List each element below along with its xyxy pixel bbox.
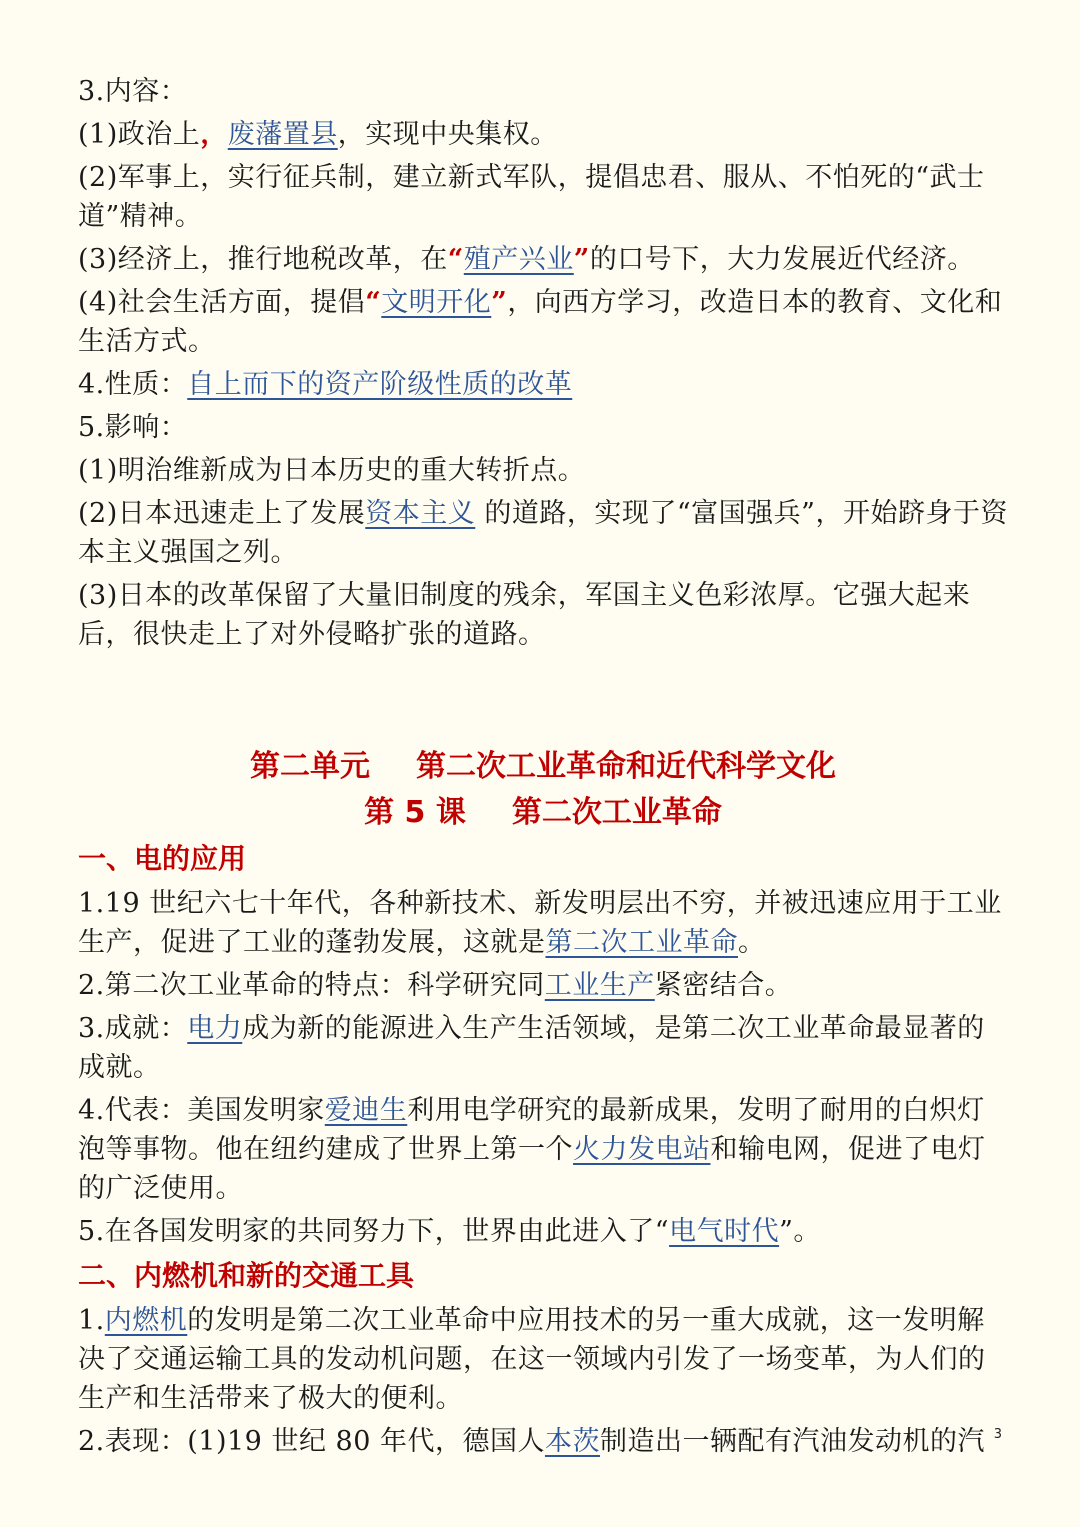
keyword-electric-age: 电气时代 — [669, 1216, 780, 1247]
section-combustion-title: 二、内燃机和新的交通工具 — [78, 1259, 415, 1292]
keyword-benz: 本茨 — [544, 1426, 600, 1457]
keyword-nature: 自上而下的资产阶级性质的改革 — [187, 369, 573, 400]
impact-1: (1)明治维新成为日本历史的重大转折点。 — [78, 455, 586, 486]
keyword-civilization: 文明开化 — [381, 287, 492, 318]
reform-military: (2)军事上，实行征兵制，建立新式军队，提倡忠君、服从、不怕死的“武士道”精神。 — [78, 162, 985, 232]
keyword-abolish-han: 废藩置县 — [227, 119, 338, 150]
unit-title: 第二单元 第二次工业革命和近代科学文化 — [250, 749, 836, 784]
electricity-1: 1.19 世纪六七十年代，各种新技术、新发明层出不穷，并被迅速应用于工业生产，促进了工业的蓬勃发展，这就是第二次工业革命。 — [78, 888, 1002, 958]
electricity-5: 5.在各国发明家的共同努力下，世界由此进入了“电气时代”。 — [78, 1216, 821, 1247]
impact-heading: 5.影响： — [78, 412, 188, 443]
reform-nature: 4.性质：自上而下的资产阶级性质的改革 — [78, 369, 573, 400]
reform-economy: (3)经济上，推行地税改革，在“殖产兴业”的口号下，大力发展近代经济。 — [78, 244, 975, 275]
reform-politics: (1)政治上，废藩置县，实现中央集权。 — [78, 119, 558, 150]
keyword-industry: 殖产兴业 — [463, 244, 574, 275]
keyword-capitalism: 资本主义 — [365, 498, 476, 529]
content-heading: 3.内容： — [78, 76, 188, 107]
keyword-combustion-engine: 内燃机 — [104, 1305, 188, 1336]
electricity-2: 2.第二次工业革命的特点：科学研究同工业生产紧密结合。 — [78, 970, 793, 1001]
electricity-4: 4.代表：美国发明家爱迪生利用电学研究的最新成果，发明了耐用的白炽灯泡等事物。他在纽约建成了世界上第一个火力发电站和输电网，促进了电灯的广泛使用。 — [78, 1095, 986, 1204]
impact-3: (3)日本的改革保留了大量旧制度的残余，军国主义色彩浓厚。它强大起来后，很快走上了对外侵略扩张的道路。 — [78, 580, 971, 650]
section-electricity-title: 一、电的应用 — [78, 842, 247, 875]
keyword-industrial-production: 工业生产 — [544, 970, 655, 1001]
impact-2: (2)日本迅速走上了发展资本主义 的道路，实现了“富国强兵”，开始跻身于资本主义强国之列。 — [78, 498, 1008, 568]
spacer — [78, 658, 1008, 744]
keyword-edison: 爱迪生 — [324, 1095, 408, 1126]
page-number: 3 — [993, 1427, 1002, 1442]
keyword-power-station: 火力发电站 — [573, 1134, 711, 1165]
keyword-electric-power: 电力 — [187, 1013, 243, 1044]
lesson-title: 第 5 课 第二次工业革命 — [364, 795, 722, 830]
keyword-second-revolution: 第二次工业革命 — [545, 927, 738, 958]
document-page — [78, 72, 1008, 1465]
combustion-2: 2.表现：(1)19 世纪 80 年代，德国人本茨制造出一辆配有汽油发动机的汽 — [78, 1426, 985, 1457]
combustion-1: 1.内燃机的发明是第二次工业革命中应用技术的另一重大成就，这一发明解决了交通运输工具的发动机问题，在这一领域内引发了一场变革，为人们的生产和生活带来了极大的便利。 — [78, 1305, 986, 1414]
reform-society: (4)社会生活方面，提倡“文明开化”，向西方学习，改造日本的教育、文化和生活方式。 — [78, 287, 1003, 357]
electricity-3: 3.成就：电力成为新的能源进入生产生活领域，是第二次工业革命最显著的成就。 — [78, 1013, 985, 1083]
